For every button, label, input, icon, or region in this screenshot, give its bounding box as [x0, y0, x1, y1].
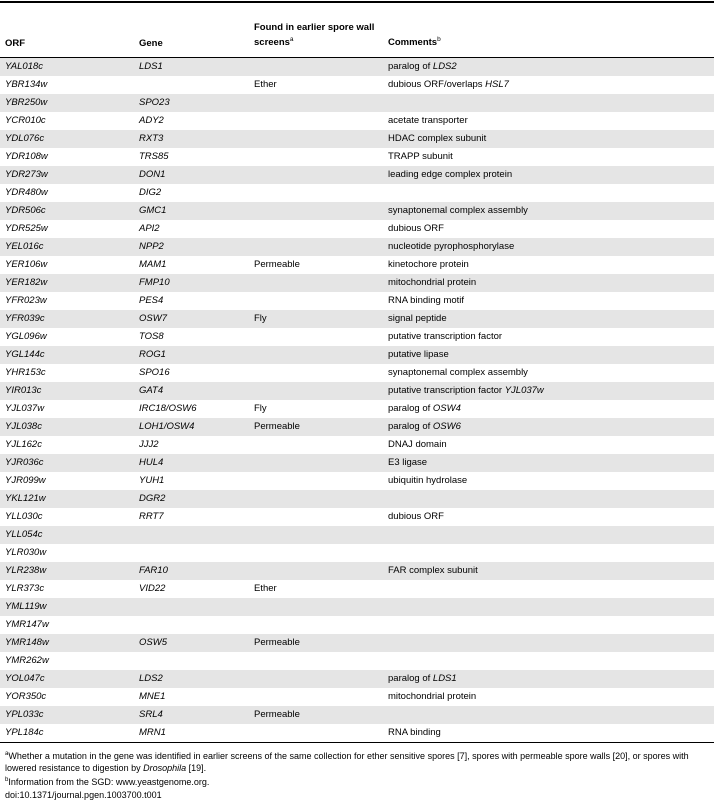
comments-cell — [383, 706, 714, 724]
comments-text: mitochondrial protein — [388, 277, 476, 288]
found-cell — [249, 57, 383, 76]
gene-cell: ROG1 — [134, 346, 249, 364]
orf-cell: YEL016c — [0, 238, 134, 256]
orf-cell: YMR148w — [0, 634, 134, 652]
table-row — [0, 724, 714, 743]
orf-cell: YLR030w — [0, 544, 134, 562]
orf-cell: YER106w — [0, 256, 134, 274]
table-row — [0, 57, 714, 76]
orf-cell: YLL054c — [0, 526, 134, 544]
found-cell: Ether — [249, 580, 383, 598]
table-row — [0, 202, 714, 220]
found-cell — [249, 238, 383, 256]
table-row — [0, 112, 714, 130]
orf-cell: YMR147w — [0, 616, 134, 634]
found-cell — [249, 220, 383, 238]
comments-text: kinetochore protein — [388, 259, 469, 270]
gene-cell: LOH1/OSW4 — [134, 418, 249, 436]
comments-cell — [383, 112, 714, 130]
header-orf: ORF — [0, 3, 134, 57]
comments-text: mitochondrial protein — [388, 691, 476, 702]
gene-cell: RXT3 — [134, 130, 249, 148]
footnote-a: $^a$Whether a mutation in the gene was identified in earlier screens of the same collection for ether sensitive spores [7], spores with permeable spore walls [20], or spores with lowered resistance to digestion by Drosophila [19]. — [5, 748, 708, 775]
found-cell — [249, 508, 383, 526]
footnotes — [0, 743, 714, 801]
gene-cell: API2 — [134, 220, 249, 238]
comments-text: DNAJ domain — [388, 439, 447, 450]
orf-cell: YML119w — [0, 598, 134, 616]
table-row — [0, 652, 714, 670]
table-row — [0, 184, 714, 202]
orf-cell: YOL047c — [0, 670, 134, 688]
gene-cell: MRN1 — [134, 724, 249, 743]
table-row — [0, 382, 714, 400]
comments-italic-text: OSW6 — [433, 421, 461, 432]
footnote-b: $^b$Information from the SGD: www.yeastgenome.org. — [5, 774, 708, 788]
found-cell — [249, 544, 383, 562]
orf-cell: YJL037w — [0, 400, 134, 418]
orf-cell: YDR506c — [0, 202, 134, 220]
table-row — [0, 598, 714, 616]
found-cell — [249, 202, 383, 220]
found-cell: Permeable — [249, 256, 383, 274]
orf-cell: YJR036c — [0, 454, 134, 472]
orf-cell: YDL076c — [0, 130, 134, 148]
found-cell — [249, 688, 383, 706]
gene-cell: FAR10 — [134, 562, 249, 580]
comments-cell — [383, 634, 714, 652]
comments-cell — [383, 418, 714, 436]
orf-cell: YPL033c — [0, 706, 134, 724]
found-cell — [249, 616, 383, 634]
table-row — [0, 364, 714, 382]
comments-cell — [383, 580, 714, 598]
comments-cell — [383, 490, 714, 508]
gene-cell: JJJ2 — [134, 436, 249, 454]
gene-cell: VID22 — [134, 580, 249, 598]
orf-cell: YGL144c — [0, 346, 134, 364]
found-cell — [249, 328, 383, 346]
gene-cell — [134, 526, 249, 544]
table-row — [0, 580, 714, 598]
gene-cell: OSW5 — [134, 634, 249, 652]
table-row — [0, 544, 714, 562]
gene-cell: RRT7 — [134, 508, 249, 526]
gene-cell: SPO23 — [134, 94, 249, 112]
found-cell: Ether — [249, 76, 383, 94]
comments-cell — [383, 202, 714, 220]
comments-cell — [383, 328, 714, 346]
orf-cell: YKL121w — [0, 490, 134, 508]
comments-cell — [383, 526, 714, 544]
table-row — [0, 472, 714, 490]
table-container — [0, 1, 714, 801]
comments-text: FAR complex subunit — [388, 565, 478, 576]
comments-cell — [383, 166, 714, 184]
comments-cell — [383, 148, 714, 166]
gene-cell: DGR2 — [134, 490, 249, 508]
table-row — [0, 346, 714, 364]
comments-text: synaptonemal complex assembly — [388, 205, 528, 216]
comments-text: nucleotide pyrophosphorylase — [388, 241, 514, 252]
table-row — [0, 418, 714, 436]
found-cell — [249, 724, 383, 743]
header-gene: Gene — [134, 3, 249, 57]
comments-text: synaptonemal complex assembly — [388, 367, 528, 378]
found-cell: Permeable — [249, 418, 383, 436]
found-cell — [249, 346, 383, 364]
orf-cell: YAL018c — [0, 57, 134, 76]
found-cell — [249, 436, 383, 454]
comments-text: paralog of — [388, 403, 433, 414]
gene-cell — [134, 616, 249, 634]
gene-cell: GMC1 — [134, 202, 249, 220]
comments-text: dubious ORF/overlaps — [388, 79, 485, 90]
comments-text: paralog of — [388, 673, 433, 684]
comments-italic-text: LDS2 — [433, 61, 457, 72]
comments-text: putative lipase — [388, 349, 449, 360]
comments-cell — [383, 57, 714, 76]
table-row — [0, 688, 714, 706]
comments-text: signal peptide — [388, 313, 447, 324]
orf-cell: YHR153c — [0, 364, 134, 382]
comments-cell — [383, 292, 714, 310]
comments-cell — [383, 508, 714, 526]
gene-cell: DON1 — [134, 166, 249, 184]
table-row — [0, 76, 714, 94]
orf-cell: YCR010c — [0, 112, 134, 130]
found-cell — [249, 292, 383, 310]
comments-text: acetate transporter — [388, 115, 468, 126]
comments-cell — [383, 346, 714, 364]
table-row — [0, 238, 714, 256]
table-row — [0, 670, 714, 688]
orf-cell: YDR108w — [0, 148, 134, 166]
found-cell — [249, 184, 383, 202]
comments-text: E3 ligase — [388, 457, 427, 468]
gene-cell: FMP10 — [134, 274, 249, 292]
comments-cell — [383, 724, 714, 743]
table-row — [0, 508, 714, 526]
found-cell — [249, 598, 383, 616]
found-cell — [249, 454, 383, 472]
gene-cell: NPP2 — [134, 238, 249, 256]
comments-text: putative transcription factor — [388, 331, 502, 342]
gene-cell: SRL4 — [134, 706, 249, 724]
table-row — [0, 328, 714, 346]
table-row — [0, 490, 714, 508]
gene-cell: MNE1 — [134, 688, 249, 706]
found-cell — [249, 526, 383, 544]
table-row — [0, 310, 714, 328]
orf-cell: YBR134w — [0, 76, 134, 94]
comments-cell — [383, 274, 714, 292]
orf-table — [0, 3, 714, 743]
comments-text: leading edge complex protein — [388, 169, 512, 180]
orf-cell: YLR238w — [0, 562, 134, 580]
table-row — [0, 148, 714, 166]
comments-text: dubious ORF — [388, 511, 444, 522]
table-row — [0, 274, 714, 292]
orf-cell: YDR273w — [0, 166, 134, 184]
gene-cell: MAM1 — [134, 256, 249, 274]
table-row — [0, 706, 714, 724]
found-cell — [249, 274, 383, 292]
comments-italic-text: HSL7 — [485, 79, 509, 90]
gene-cell — [134, 598, 249, 616]
header-comments: Comments$^b$ — [383, 3, 714, 57]
found-cell: Fly — [249, 400, 383, 418]
orf-cell: YPL184c — [0, 724, 134, 743]
table-row — [0, 436, 714, 454]
comments-cell — [383, 472, 714, 490]
table-row — [0, 220, 714, 238]
comments-cell — [383, 544, 714, 562]
table-row — [0, 94, 714, 112]
comments-cell — [383, 364, 714, 382]
comments-cell — [383, 616, 714, 634]
orf-cell: YJL162c — [0, 436, 134, 454]
comments-cell — [383, 76, 714, 94]
gene-cell: TOS8 — [134, 328, 249, 346]
comments-text: putative transcription factor — [388, 385, 505, 396]
orf-cell: YMR262w — [0, 652, 134, 670]
comments-cell — [383, 598, 714, 616]
found-cell — [249, 112, 383, 130]
found-cell — [249, 562, 383, 580]
comments-italic-text: YJL037w — [505, 385, 544, 396]
orf-cell: YDR480w — [0, 184, 134, 202]
comments-cell — [383, 382, 714, 400]
table-row — [0, 256, 714, 274]
orf-cell: YGL096w — [0, 328, 134, 346]
gene-cell: GAT4 — [134, 382, 249, 400]
gene-cell — [134, 652, 249, 670]
gene-cell: LDS2 — [134, 670, 249, 688]
found-cell — [249, 382, 383, 400]
comments-text: TRAPP subunit — [388, 151, 453, 162]
gene-cell: OSW7 — [134, 310, 249, 328]
comments-cell — [383, 670, 714, 688]
table-row — [0, 292, 714, 310]
orf-cell: YER182w — [0, 274, 134, 292]
found-cell — [249, 364, 383, 382]
gene-cell: ADY2 — [134, 112, 249, 130]
table-row — [0, 616, 714, 634]
gene-cell: HUL4 — [134, 454, 249, 472]
comments-text: ubiquitin hydrolase — [388, 475, 467, 486]
gene-cell: SPO16 — [134, 364, 249, 382]
found-cell — [249, 652, 383, 670]
found-cell: Fly — [249, 310, 383, 328]
found-cell — [249, 148, 383, 166]
header-found: Found in earlier spore wall screens$^a$ — [249, 3, 383, 57]
comments-cell — [383, 238, 714, 256]
found-cell — [249, 94, 383, 112]
comments-cell — [383, 184, 714, 202]
table-row — [0, 400, 714, 418]
comments-cell — [383, 94, 714, 112]
gene-cell: LDS1 — [134, 57, 249, 76]
found-cell — [249, 472, 383, 490]
gene-cell — [134, 544, 249, 562]
comments-cell — [383, 436, 714, 454]
table-row — [0, 526, 714, 544]
table-row — [0, 130, 714, 148]
found-cell — [249, 130, 383, 148]
orf-cell: YLL030c — [0, 508, 134, 526]
found-cell — [249, 166, 383, 184]
table-row — [0, 562, 714, 580]
gene-cell: TRS85 — [134, 148, 249, 166]
orf-cell: YFR023w — [0, 292, 134, 310]
found-cell: Permeable — [249, 706, 383, 724]
comments-cell — [383, 310, 714, 328]
comments-cell — [383, 688, 714, 706]
comments-cell — [383, 130, 714, 148]
comments-italic-text: LDS1 — [433, 673, 457, 684]
gene-cell: YUH1 — [134, 472, 249, 490]
orf-cell: YDR525w — [0, 220, 134, 238]
doi-text: doi:10.1371/journal.pgen.1003700.t001 — [5, 789, 708, 801]
comments-italic-text: OSW4 — [433, 403, 461, 414]
found-cell — [249, 490, 383, 508]
table-row — [0, 454, 714, 472]
gene-cell: PES4 — [134, 292, 249, 310]
comments-text: paralog of — [388, 61, 433, 72]
orf-cell: YIR013c — [0, 382, 134, 400]
found-cell: Permeable — [249, 634, 383, 652]
gene-cell — [134, 76, 249, 94]
found-cell — [249, 670, 383, 688]
orf-cell: YLR373c — [0, 580, 134, 598]
orf-cell: YFR039c — [0, 310, 134, 328]
comments-text: paralog of — [388, 421, 433, 432]
gene-cell: DIG2 — [134, 184, 249, 202]
table-row — [0, 166, 714, 184]
table-row — [0, 634, 714, 652]
comments-cell — [383, 562, 714, 580]
comments-text: HDAC complex subunit — [388, 133, 486, 144]
comments-cell — [383, 220, 714, 238]
orf-cell: YOR350c — [0, 688, 134, 706]
orf-cell: YJR099w — [0, 472, 134, 490]
gene-cell: IRC18/OSW6 — [134, 400, 249, 418]
comments-cell — [383, 652, 714, 670]
comments-text: RNA binding — [388, 727, 441, 738]
comments-text: RNA binding motif — [388, 295, 464, 306]
orf-cell: YJL038c — [0, 418, 134, 436]
orf-cell: YBR250w — [0, 94, 134, 112]
comments-cell — [383, 454, 714, 472]
comments-text: dubious ORF — [388, 223, 444, 234]
comments-cell — [383, 400, 714, 418]
comments-cell — [383, 256, 714, 274]
header-row — [0, 3, 714, 57]
